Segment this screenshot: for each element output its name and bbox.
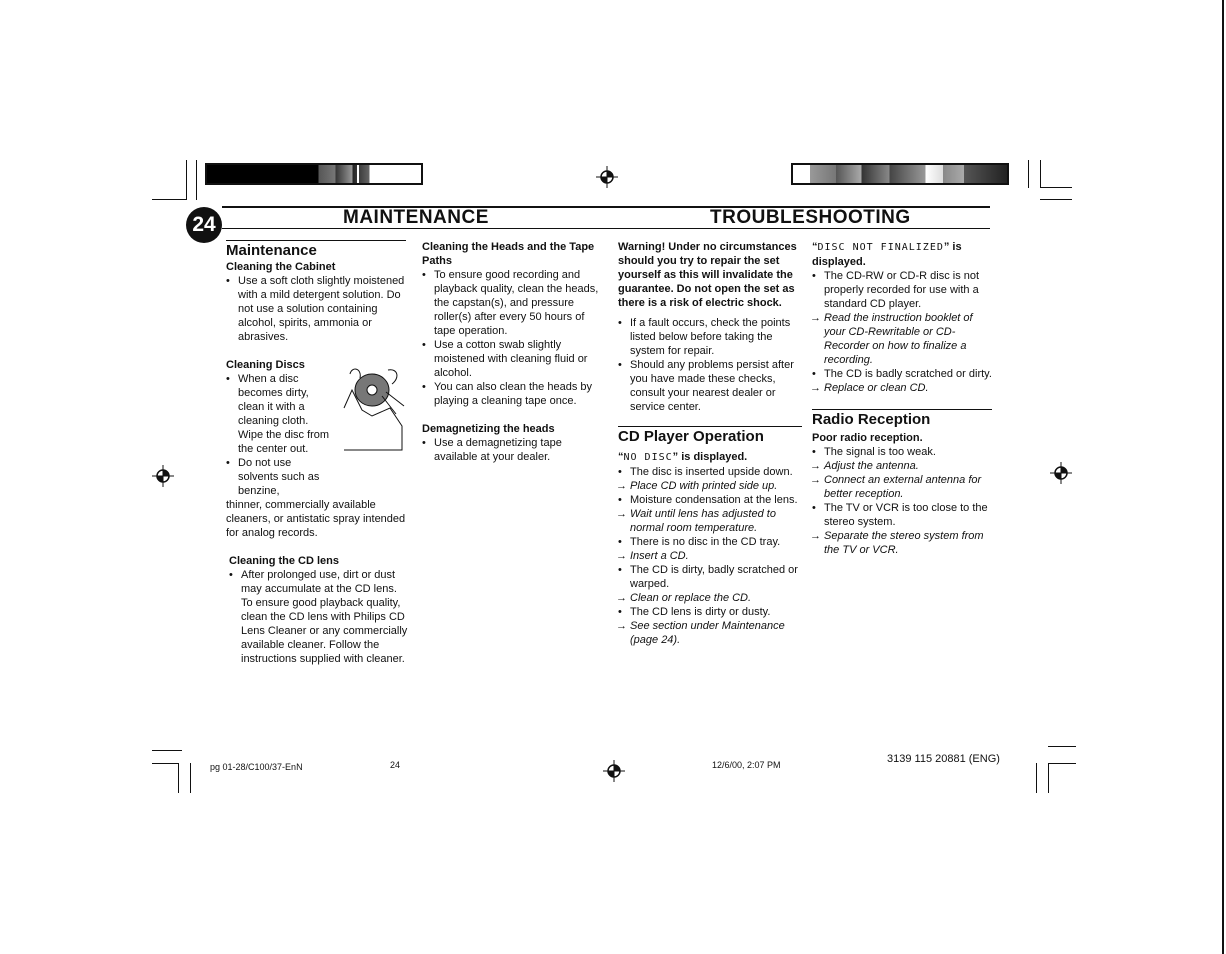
remedy-item: → Insert a CD. [618, 549, 802, 563]
color-bar-left [205, 163, 423, 185]
cause-item: • The CD is badly scratched or dirty. [812, 367, 992, 381]
crop-mark [1048, 763, 1076, 764]
cause-item: • The TV or VCR is too close to the stereo system. [812, 501, 992, 529]
page-edge [1222, 0, 1224, 954]
cabinet-title: Cleaning the Cabinet [226, 261, 336, 273]
remedy-item: → Replace or clean CD. [812, 381, 992, 395]
crop-mark [190, 763, 191, 793]
page-number-badge: 24 [186, 207, 222, 243]
footer-date: 12/6/00, 2:07 PM [712, 760, 781, 770]
notfinal-title: “DISC NOT FINALIZED” is displayed. [812, 241, 962, 268]
registration-mark-icon [152, 465, 174, 487]
nodisc-list [618, 465, 802, 647]
remedy-item: → Place CD with printed side up. [618, 479, 802, 493]
cause-item: • The disc is inserted upside down. [618, 465, 802, 479]
column-maintenance [226, 240, 410, 666]
remedy-item: → Read the instruction booklet of your CD-Rewritable or CD-Recorder on how to finalize a recording. [812, 311, 992, 367]
warning-list [618, 316, 802, 414]
crop-mark [178, 763, 179, 793]
cabinet-list [226, 274, 410, 344]
crop-mark [1040, 187, 1072, 188]
remedy-item: → Adjust the antenna. [812, 459, 992, 473]
footer-page: 24 [390, 760, 401, 770]
cause-item: • The CD is dirty, badly scratched or warped. [618, 563, 802, 591]
lens-list [226, 568, 410, 666]
remedy-item: → Clean or replace the CD. [618, 591, 802, 605]
registration-mark-icon [603, 760, 625, 782]
cd-heading: CD Player Operation [618, 428, 764, 445]
list-item: • After prolonged use, dirt or dust may accumulate at the CD lens. To ensure good playback quality, clean the CD lens with Philips CD Lens Cleaner or any commercially available cleaner. Follow the instructions supplied with cleaner. [229, 568, 410, 666]
crop-mark [152, 199, 187, 200]
warning-text: Warning! Under no circumstances should you try to repair the set yourself as this will invalidate the guarantee. Do not open the set as there is a risk of electric shock. [618, 241, 797, 309]
registration-mark-icon [596, 166, 618, 188]
heading-rule [226, 240, 406, 241]
cause-item: • The CD lens is dirty or dusty. [618, 605, 802, 619]
section-title-maintenance: MAINTENANCE [343, 207, 489, 228]
crop-mark [1036, 763, 1037, 793]
list-item: • Use a soft cloth slightly moistened with a mild detergent solution. Do not use a solution containing alcohol, spirits, ammonia or abrasives. [226, 274, 410, 344]
nodisc-suffix: is displayed. [678, 451, 748, 463]
list-item: • To ensure good recording and playback quality, clean the heads, the capstan(s), and pressure roller(s) after every 50 hours of tape operation. [422, 268, 604, 338]
cause-item: • The CD-RW or CD-R disc is not properly recorded for use with a standard CD player. [812, 269, 992, 311]
crop-mark [1028, 160, 1029, 188]
remedy-item: → See section under Maintenance (page 24). [618, 619, 802, 647]
list-item: • Use a demagnetizing tape available at your dealer. [422, 436, 604, 464]
heads-title: Cleaning the Heads and the Tape Paths [422, 241, 595, 267]
lens-title: Cleaning the CD lens [229, 555, 340, 567]
poor-title: Poor radio reception. [812, 432, 923, 444]
discs-list [226, 372, 334, 498]
list-item: • Use a cotton swab slightly moistened with cleaning fluid or alcohol. [422, 338, 604, 380]
crop-mark [1040, 199, 1072, 200]
column-heads [422, 240, 604, 464]
maintenance-heading: Maintenance [226, 242, 317, 259]
color-bar-right [791, 163, 1009, 185]
crop-mark [1048, 746, 1076, 747]
registration-mark-icon [1050, 462, 1072, 484]
list-item: • Should any problems persist after you have made these checks, consult your nearest dealer or service center. [618, 358, 802, 414]
notfinal-list [812, 269, 992, 395]
remedy-item: → Wait until lens has adjusted to normal room temperature. [618, 507, 802, 535]
cause-item: • The signal is too weak. [812, 445, 992, 459]
column-radio [812, 240, 992, 557]
demag-list [422, 436, 604, 464]
crop-mark [196, 160, 197, 200]
cause-item: • Moisture condensation at the lens. [618, 493, 802, 507]
crop-mark [152, 750, 182, 751]
radio-heading: Radio Reception [812, 411, 931, 428]
list-item: • When a disc becomes dirty, clean it with a cleaning cloth. Wipe the disc from the center out. [226, 372, 334, 456]
footer-code: 3139 115 20881 (ENG) [887, 753, 1000, 765]
heading-rule [812, 409, 992, 410]
display-text: DISC NOT FINALIZED [817, 242, 944, 253]
crop-mark [152, 763, 179, 764]
display-text: NO DISC [623, 452, 673, 463]
crop-mark [186, 160, 187, 200]
heads-list [422, 268, 604, 408]
remedy-item: → Separate the stereo system from the TV or VCR. [812, 529, 992, 557]
remedy-item: → Connect an external antenna for better reception. [812, 473, 992, 501]
heading-rule [618, 426, 802, 427]
nodisc-title: “NO DISC” is displayed. [618, 451, 748, 463]
crop-mark [1040, 160, 1041, 188]
section-title-troubleshooting: TROUBLESHOOTING [710, 207, 911, 228]
poor-list [812, 445, 992, 557]
discs-title: Cleaning Discs [226, 359, 305, 371]
demag-title: Demagnetizing the heads [422, 423, 555, 435]
footer-file: pg 01-28/C100/37-EnN [210, 762, 303, 772]
cause-item: • There is no disc in the CD tray. [618, 535, 802, 549]
list-item: • Do not use solvents such as benzine, [226, 456, 334, 498]
disc-cleaning-illustration [342, 366, 408, 452]
column-cd-player [618, 240, 802, 647]
list-item: • You can also clean the heads by playing a cleaning tape once. [422, 380, 604, 408]
discs-continuation: thinner, commercially available cleaners, or antistatic spray intended for analog records. [226, 499, 406, 539]
list-item: • If a fault occurs, check the points listed below before taking the system for repair. [618, 316, 802, 358]
notfinal-suffix: is displayed. [812, 241, 962, 268]
crop-mark [1048, 763, 1049, 793]
